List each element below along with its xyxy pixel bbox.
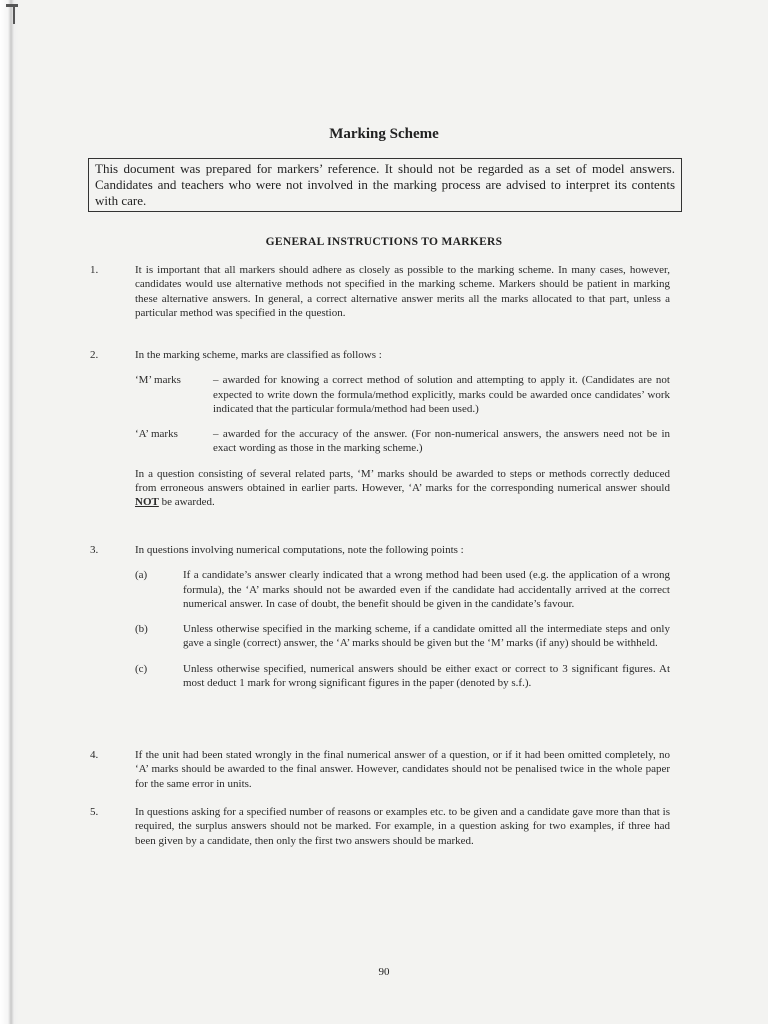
page-number: 90 [378, 966, 390, 978]
subitem-a [135, 568, 670, 611]
scan-corner-mark-vertical [13, 4, 15, 24]
item-content [135, 543, 670, 690]
subitem-label: (a) [135, 569, 148, 582]
page-title: Marking Scheme [329, 126, 439, 142]
item-text: It is important that all markers should adhere as closely as possible to the marking scheme. In many cases, however, candidates would use alternative methods not specified in the marking scheme. Markers should be patient in marking these alternative answers. In general, a correct alternative answer merits all the marks allocated to that part, unless a particular method was specified in the question. [135, 264, 670, 319]
subitem-label: (b) [135, 623, 148, 636]
item-text: If the unit had been stated wrongly in the final numerical answer of a question, or if it had been omitted completely, no ‘A’ marks should be awarded to the final answer. However, candidates should not be penalised twice in the whole paper for the same error in units. [135, 749, 670, 790]
scan-binding-edge [0, 0, 18, 1024]
section-heading: GENERAL INSTRUCTIONS TO MARKERS [265, 236, 503, 248]
subitem-b [135, 622, 670, 651]
item-number: 3. [90, 544, 99, 556]
item-intro: In questions involving numerical computations, note the following points : [135, 544, 464, 556]
subitem-label: (c) [135, 662, 148, 675]
item-number: 1. [90, 264, 99, 276]
item-number: 4. [90, 749, 99, 761]
notice-box: This document was prepared for markers’ reference. It should not be regarded as a set of model answers. Candidates and teachers who were not involved in the marking process are advised to interpret its contents with care. [88, 158, 682, 212]
item-number: 5. [90, 806, 99, 818]
a-marks-definition [135, 427, 670, 456]
subitem-c [135, 662, 670, 691]
m-marks-label: ‘M’ marks [135, 374, 181, 387]
a-marks-text: – awarded for the accuracy of the answer. (For non-numerical answers, the answers need not be in exact wording as those in the marking scheme.) [213, 428, 670, 455]
item-closing [135, 467, 670, 510]
item-intro: In the marking scheme, marks are classified as follows : [135, 349, 382, 361]
closing-text-before: In a question consisting of several related parts, ‘M’ marks should be awarded to steps or methods correctly deduced from erroneous answers obtained in earlier parts. However, ‘A’ marks for the corresponding numerical answer should [135, 467, 670, 495]
closing-emphasis: NOT [135, 496, 159, 509]
subitem-text: Unless otherwise specified, numerical answers should be either exact or correct to 3 significant figures. At most deduct 1 mark for wrong significant figures in the paper (denoted by s.f.). [183, 662, 670, 690]
m-marks-text: – awarded for knowing a correct method of solution and attempting to apply it. (Candidates are not expected to write down the formula/method explicitly, marks could be awarded once candidates’ work indicated that the particular formula/method had been used.) [213, 374, 670, 415]
item-number: 2. [90, 349, 99, 361]
subitem-text: If a candidate’s answer clearly indicated that a wrong method had been used (e.g. the application of a wrong formula), the ‘A’ marks should not be awarded even if the candidate had accidentally arrived at the correct numerical answer. In case of doubt, the benefit should be given in the candidate’s favour. [183, 569, 670, 610]
a-marks-label: ‘A’ marks [135, 428, 178, 441]
item-content [135, 348, 670, 510]
item-text: In questions asking for a specified number of reasons or examples etc. to be given and a candidate gave more than that is required, the surplus answers should not be marked. For example, in a question asking for two examples, if three had been given by a candidate, then only the first two answers should be marked. [135, 806, 670, 847]
closing-text-after: be awarded. [158, 496, 215, 509]
subitem-text: Unless otherwise specified in the marking scheme, if a candidate omitted all the intermediate steps and only gave a single (correct) answer, the ‘A’ marks should be given but the ‘M’ marks (if any) should be withheld. [183, 623, 670, 650]
scan-corner-mark [6, 4, 18, 7]
m-marks-definition [135, 373, 670, 416]
